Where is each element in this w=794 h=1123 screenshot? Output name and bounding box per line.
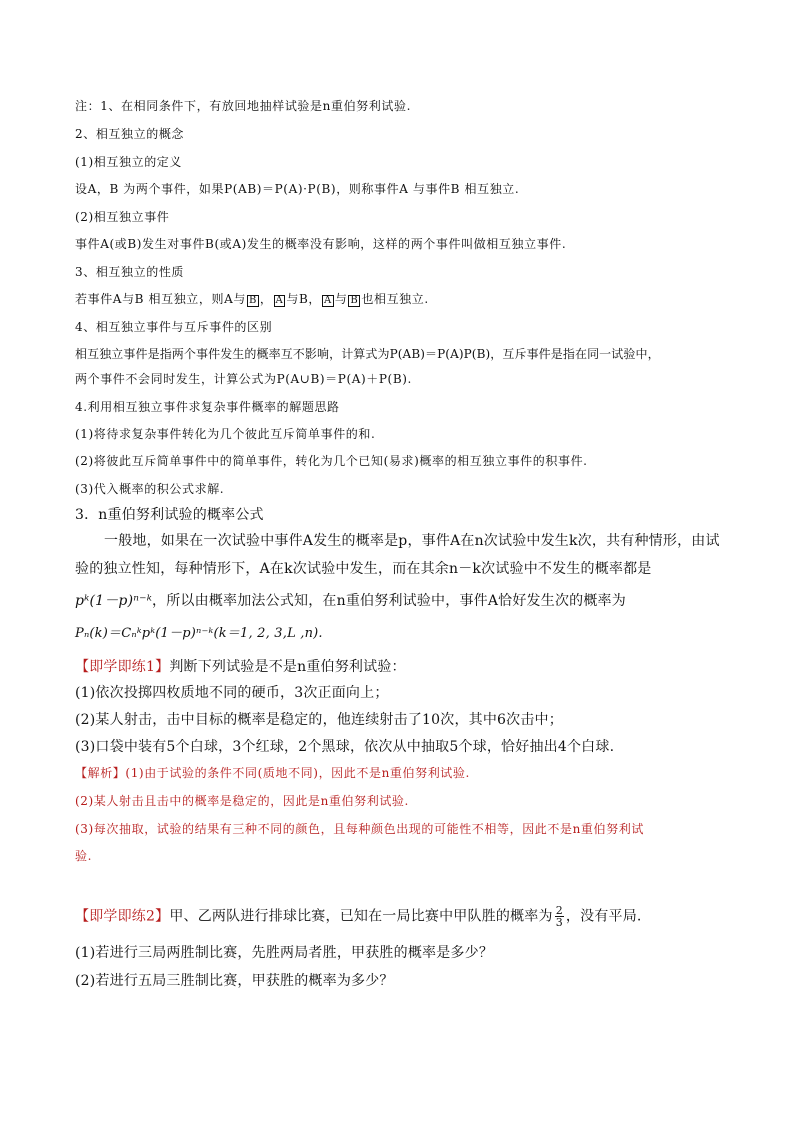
bernoulli-line-1: 一般地，如果在一次试验中事件A发生的概率是p，事件A在n次试验中发生k次，共有种情形，由试 [104, 533, 720, 549]
bernoulli-title: 3．n重伯努利试验的概率公式 [75, 507, 264, 523]
definition-text: 设A，B 为两个事件，如果P(AB)＝P(A)·P(B)，则称事件A 与事件B 相互独立. [75, 182, 520, 196]
probability-formula: pᵏ(1－p)ⁿ⁻ᵏ [75, 593, 153, 609]
exercise-2-label: 【即学即练2】 [75, 908, 170, 925]
section-2-title: 2、相互独立的概念 [75, 127, 185, 141]
bernoulli-line-3 [75, 590, 626, 610]
exercise-1-label: 【即学即练1】 [75, 659, 170, 675]
complement-a-box: A [275, 295, 284, 306]
property-mid-2: 与B， [286, 292, 321, 306]
property-pre: 若事件A与B 相互独立，则A与 [75, 292, 246, 306]
complement-b-box-2: B [350, 295, 359, 306]
property-text [75, 290, 429, 307]
binomial-formula: Pₙ(k)＝Cₙᵏpᵏ(1－p)ⁿ⁻ᵏ(k＝1, 2, 3,L ,n). [75, 626, 323, 641]
exercise-2-item-1: (1)若进行三局两胜制比赛，先胜两局者胜，甲获胜的概率是多少？ [75, 945, 494, 961]
exercise-1-item-3: (3)口袋中装有5个白球，3个红球，2个黑球，依次从中抽取5个球，恰好抽出4个白球. [75, 739, 615, 755]
complement-a-box-2: A [323, 295, 332, 306]
exercise-2-item-2: (2)若进行五局三胜制比赛，甲获胜的概率为多少？ [75, 973, 394, 989]
exercise-1-answer-1 [75, 764, 470, 781]
property-post: 也相互独立. [361, 292, 429, 306]
section-5-title: 4.利用相互独立事件求复杂事件概率的解题思路 [75, 400, 340, 414]
exercise-1-answer-3: (3)每次抽取，试验的结果有三种不同的颜色，且每种颜色出现的可能性不相等，因此不是n重伯努利试 [75, 822, 644, 836]
exercise-2-question [75, 905, 642, 928]
step-3: (3)代入概率的积公式求解. [75, 482, 225, 496]
exercise-1-answer-2: (2)某人射击且击中的概率是稳定的，因此是n重伯努利试验. [75, 794, 409, 808]
fraction-numerator: 2 [555, 904, 563, 917]
section-3-title: 3、相互独立的性质 [75, 265, 185, 279]
bernoulli-line-3-text: ，所以由概率加法公式知，在n重伯努利试验中，事件A恰好发生次的概率为 [152, 593, 626, 609]
note-1: 注：1、在相同条件下，有放回地抽样试验是n重伯努利试验. [75, 99, 411, 113]
difference-line-2: 两个事件不会同时发生，计算公式为P(A∪B)＝P(A)＋P(B). [75, 372, 412, 386]
exercise-2-text-post: ，没有平局. [565, 908, 642, 925]
difference-line-1: 相互独立事件是指两个事件发生的概率互不影响，计算式为P(AB)＝P(A)P(B)，互斥事件是指在同一试验中， [75, 347, 660, 361]
exercise-1-item-1: (1)依次投掷四枚质地不同的硬币，3次正面向上； [75, 685, 389, 701]
exercise-1-item-2: (2)某人射击，击中目标的概率是稳定的，他连续射击了10次，其中6次击中； [75, 712, 563, 728]
answer-label: 【解析】 [75, 766, 126, 780]
definition-title: (1)相互独立的定义 [75, 155, 182, 169]
answer-text-1: (1)由于试验的条件不同(质地不同)，因此不是n重伯努利试验. [125, 766, 470, 780]
property-mid-1: ， [259, 292, 273, 306]
probability-fraction [555, 905, 564, 928]
complement-b-box: B [248, 295, 257, 306]
section-4-title: 4、相互独立事件与互斥事件的区别 [75, 320, 273, 334]
independent-event-text: 事件A(或B)发生对事件B(或A)发生的概率没有影响，这样的两个事件叫做相互独立事件. [75, 237, 567, 251]
exercise-1-text: 判断下列试验是不是n重伯努利试验： [169, 659, 406, 675]
bernoulli-line-2: 验的独立性知，每种情形下，A在k次试验中发生，而在其余n－k次试验中不发生的概率都是 [75, 561, 652, 577]
property-mid-3: 与 [334, 292, 348, 306]
step-1: (1)将待求复杂事件转化为几个彼此互斥简单事件的和. [75, 427, 376, 441]
step-2: (2)将彼此互斥简单事件中的简单事件，转化为几个已知(易求)概率的相互独立事件的积事件. [75, 454, 588, 468]
exercise-1-answer-4: 验. [75, 849, 93, 863]
exercise-1-question [75, 656, 406, 676]
exercise-2-text: 甲、乙两队进行排球比赛，已知在一局比赛中甲队胜的概率为 [169, 908, 553, 925]
fraction-denominator: 3 [555, 916, 563, 929]
independent-event-title: (2)相互独立事件 [75, 210, 170, 224]
